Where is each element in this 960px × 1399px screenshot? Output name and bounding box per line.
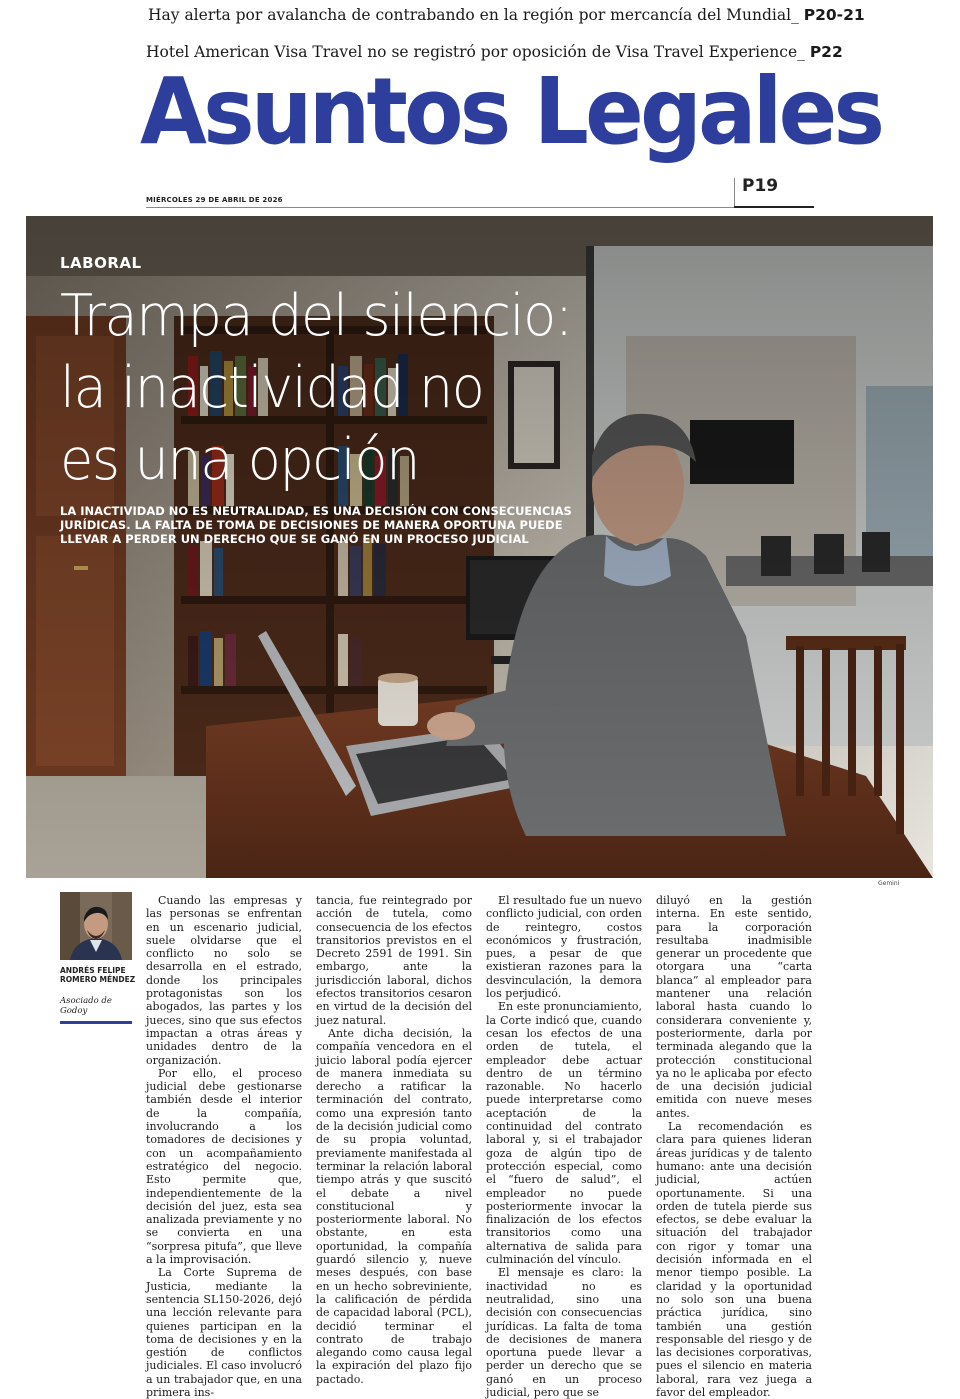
author-underline [60,1021,132,1024]
author-name: ANDRÉS FELIPE ROMERO MÉNDEZ [60,966,136,984]
author-portrait [60,892,132,960]
article-deck: LA INACTIVIDAD NO ES NEUTRALIDAD, ES UNA DECISIÓN CON CONSECUENCIAS JURÍDICAS. LA FALTA DE TOMA DE DECISIONES DE MANERA OPORTUNA PUEDE LLEVAR A PERDER UN DERECHO QUE SE GANÓ EN UN PROCESO JUDICIAL [60,504,572,546]
paragraph: Por ello, el proceso judicial debe gestionarse también desde el interior de la compañía, involucrando a los tomadores de decisiones y con un acompañamiento estratégico del negocio. Esto permite que, independientemente de la decisión del juez, esta sea analizada previamente y no se convierta en una “sorpresa pitufa”, que lleve a la improvisación. [146,1066,302,1267]
article-column [316,894,472,1386]
lead-photo [26,216,933,878]
author-role: Asociado de Godoy [60,996,112,1016]
page-number-divider [734,178,735,207]
paragraph: Cuando las empresas y las personas se enfrentan en un escenario judicial, suele olvidarse que el conflicto no solo se desarrolla en el estrado, donde los principales protagonistas son los abogados, las partes y los jueces, sino que sus efectos impactan a otras áreas y unidades dentro de la organización. [146,894,302,1067]
paragraph: Ante dicha decisión, la compañía vencedora en el juicio laboral podía ejercer de manera inmediata su derecho a ratificar la terminación del contrato, como una expresión tanto de la decisión judicial como de su propia voluntad, previamente manifestada al terminar la relación laboral tiempo atrás y que suscitó el debate a nivel constitucional y posteriormente laboral. No obstante, en esta oportunidad, la compañía guardó silencio y, nueve meses después, con base en un hecho sobreviniente, la calificación de pérdida de capacidad laboral (PCL), decidió terminar el contrato de trabajo alegando como causa legal la expiración del plazo fijo pactado. [316,1026,472,1386]
headline-line: es una opción [60,427,420,493]
teaser-contrabando[interactable] [148,6,865,24]
article-kicker: LABORAL [60,254,142,272]
paragraph: La Corte Suprema de Justicia, mediante la sentencia SL150-2026, dejó una lección relevante para quienes participan en la toma de decisiones y en la gestión de conflictos judiciales. El caso involucró a un trabajador que, en una primera ins- [146,1266,302,1399]
author-photo [60,892,132,960]
headline-line: la inactividad no [60,355,484,421]
article-headline [60,280,630,496]
page-number: P19 [742,176,779,196]
teaser-text: Hay alerta por avalancha de contrabando en la región por mercancía del Mundial_ [148,6,804,24]
masthead: Asuntos Legales [140,58,882,165]
teaser-page: P22 [809,43,843,61]
teaser-text: Hotel American Visa Travel no se registró por oposición de Visa Travel Experience_ [146,43,810,61]
paragraph: La recomendación es clara para quienes lideran áreas jurídicas y de talento humano: ante una decisión judicial, actúen oportunamente. Si una orden de tutela pierde sus efectos, se debe evaluar la situación del trabajador con rigor y tomar una decisión informada en el menor tiempo posible. La claridad y la oportunidad no solo son una buena práctica jurídica, sino también una gestión responsable del riesgo y de las decisiones corporativas, pues el silencio en materia laboral, rara vez juega a favor del empleador. [656,1120,812,1399]
paragraph: El mensaje es claro: la inactividad no es neutralidad, sino una decisión con consecuencias jurídicas. La falta de toma de decisiones de manera oportuna puede llevar a perder un derecho que se ganó en un proceso judicial, pero que se [486,1266,642,1399]
paragraph: diluyó en la gestión interna. En este sentido, para la corporación resultaba inadmisible generar un procedente que otorgara una “carta blanca” al empleador para mantener una relación laboral hasta cuando lo considerara conveniente y, posteriormente, darla por terminada alegando que la protección constitucional ya no le aplicaba por efecto de una decisión judicial emitida con nueve meses antes. [656,894,812,1120]
photo-credit: Gemini [878,880,900,887]
paragraph: tancia, fue reintegrado por acción de tutela, como consecuencia de los efectos transitorios previstos en el Decreto 2591 de 1991. Sin embargo, ante la jurisdicción laboral, dichos efectos transitorios cesaron en virtud de la decisión del juez natural. [316,894,472,1027]
article-column [486,894,642,1399]
header-divider [146,207,814,208]
teaser-page: P20-21 [803,6,865,24]
publication-date: MIÉRCOLES 29 DE ABRIL DE 2026 [146,196,283,204]
paragraph: El resultado fue un nuevo conflicto judicial, con orden de reintegro, costos económicos y frustración, pues, a pesar de que existieran razones para la desvinculación, la demora los perjudicó. [486,894,642,1001]
page-number-underline [734,206,814,208]
paragraph: En este pronunciamiento, la Corte indicó que, cuando cesan los efectos de una orden de tutela, el empleador debe actuar dentro de un término razonable. No hacerlo puede interpretarse como aceptación de la continuidad del contrato laboral y, si el trabajador goza de algún tipo de protección especial, como el “fuero de salud”, el empleador no puede posteriormente invocar la finalización de los efectos transitorios como una alternativa de salida para culminación del vínculo. [486,1000,642,1267]
article-column [656,894,812,1399]
headline-line: Trampa del silencio: [60,283,572,349]
article-column [146,894,302,1399]
